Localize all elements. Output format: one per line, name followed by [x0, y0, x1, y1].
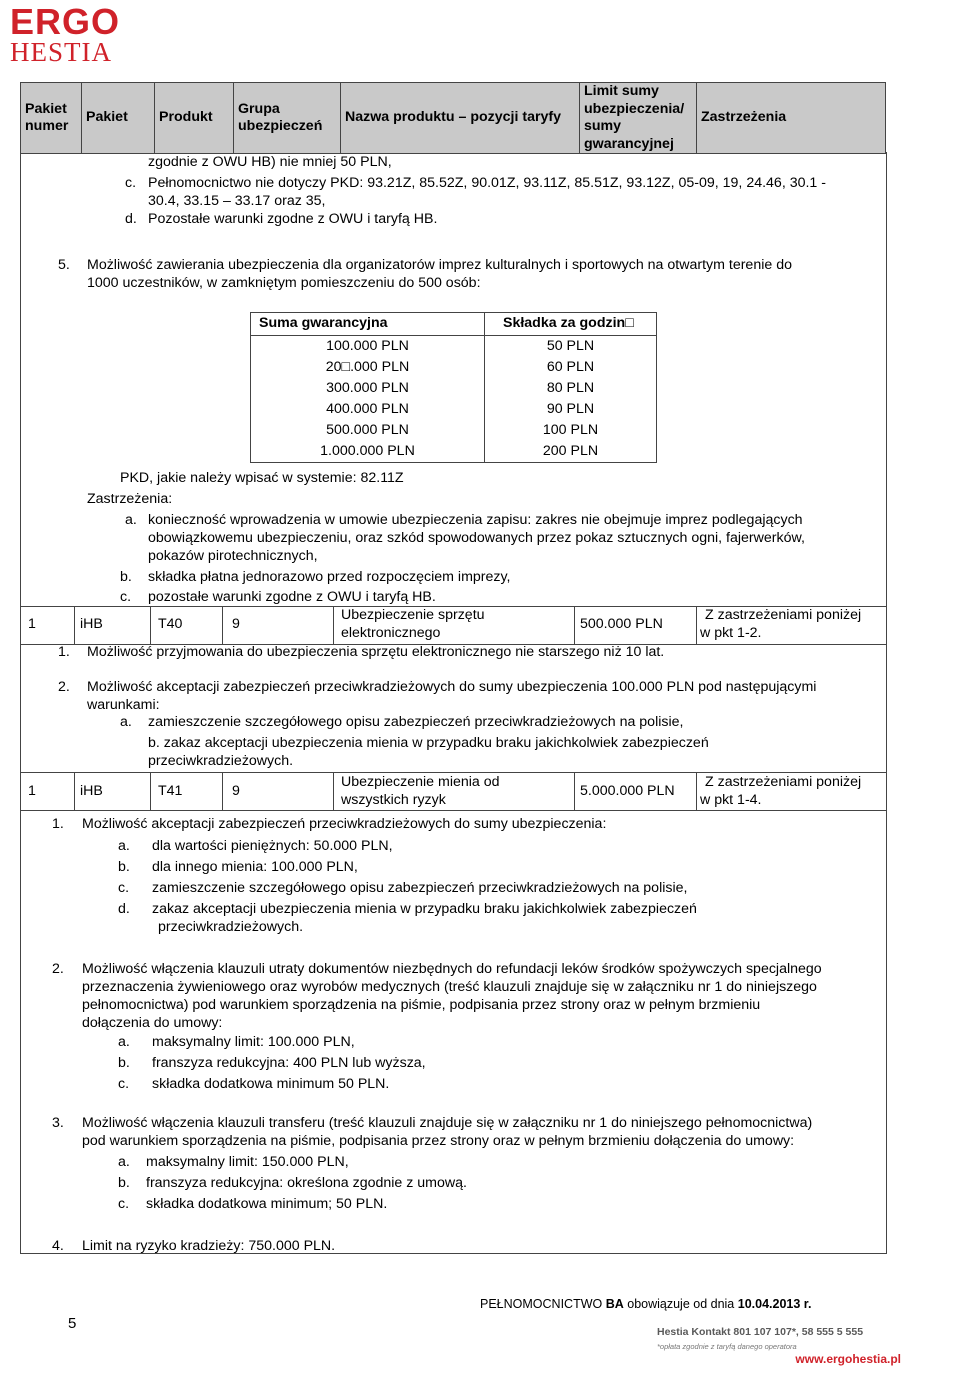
contact-note: *opłata zgodnie z taryfą danego operatora — [657, 1341, 797, 1351]
text-line: Możliwość włączenia klauzuli transferu (treść klauzuli znajduje się w załączniku nr 1 do niniejszego pełnomocnictwa) — [82, 1115, 813, 1131]
header-nazwa: Nazwa produktu – pozycji taryfy — [341, 83, 580, 154]
col-divider — [150, 606, 151, 644]
doc-code: BA — [605, 1297, 624, 1311]
premium-rate: 90 PLN — [485, 399, 657, 420]
list-number: 2. — [52, 961, 64, 977]
col-divider — [696, 606, 697, 644]
row-reservation: Z zastrzeżeniami poniżej — [705, 774, 862, 790]
text-line: składka płatna jednorazowo przed rozpoczęciem imprezy, — [148, 569, 511, 585]
text-line: Możliwość przyjmowania do ubezpieczenia sprzętu elektronicznego nie starszego niż 10 lat. — [87, 644, 665, 660]
col-divider — [696, 772, 697, 810]
premium-header-rate: Składka za godzin□ — [485, 313, 657, 336]
col-divider — [333, 772, 334, 810]
col-divider — [74, 772, 75, 810]
row-reservation: w pkt 1-2. — [700, 625, 762, 641]
premium-header-sum: Suma gwarancyjna — [251, 313, 485, 336]
row-limit: 500.000 PLN — [580, 616, 663, 632]
list-number: 2. — [58, 679, 70, 695]
list-mark: b. — [118, 1055, 130, 1071]
text-line: pokazów pirotechnicznych, — [148, 548, 318, 564]
list-mark: d. — [125, 211, 137, 227]
premium-rate: 60 PLN — [485, 357, 657, 378]
table-header — [20, 82, 886, 152]
text-line: warunkami: — [87, 697, 160, 713]
text-line: Limit na ryzyko kradzieży: 750.000 PLN. — [82, 1238, 336, 1254]
text-line: składka dodatkowa minimum; 50 PLN. — [146, 1196, 388, 1212]
text-line: 1000 uczestników, w zamkniętym pomieszczeniu do 500 osób: — [87, 275, 481, 291]
text-line: pozostałe warunki zgodne z OWU i taryfą HB. — [148, 589, 436, 605]
text-line: zakaz akceptacji ubezpieczenia mienia w przypadku braku jakichkolwiek zabezpieczeń — [152, 901, 697, 917]
contact-phone: Hestia Kontakt 801 107 107*, 58 555 5 555 — [657, 1326, 864, 1338]
premium-rate: 200 PLN — [485, 441, 657, 463]
ergo-hestia-logo — [10, 1, 121, 70]
list-mark: a. — [125, 512, 137, 528]
text-line: dla innego mienia: 100.000 PLN, — [152, 859, 358, 875]
text-line: Pełnomocnictwo nie dotyczy PKD: 93.21Z, 85.52Z, 90.01Z, 93.11Z, 85.51Z, 93.12Z, 05-09, 19, 24.46, 30.1 - — [148, 175, 826, 191]
row-group: 9 — [232, 616, 240, 632]
row-package: iHB — [80, 783, 103, 799]
row-package: iHB — [80, 616, 103, 632]
col-divider — [74, 606, 75, 644]
header-produkt: Produkt — [155, 83, 234, 154]
text-line: franszyza redukcyjna: 400 PLN lub wyższa, — [152, 1055, 426, 1071]
premium-sum: 300.000 PLN — [251, 378, 485, 399]
text-line: konieczność wprowadzenia w umowie ubezpieczenia zapisu: zakres nie obejmuje imprez podlegających — [148, 512, 803, 528]
text-line: 30.4, 33.15 – 33.17 oraz 35, — [148, 193, 326, 209]
text-line: Możliwość zawierania ubezpieczenia dla organizatorów imprez kulturalnych i sportowych na otwartym terenie do — [87, 257, 792, 273]
premium-sum: 500.000 PLN — [251, 420, 485, 441]
text-line: obowiązkowemu ubezpieczeniu, oraz szkód spowodowanych przez pokaz sztucznych ogni, fajerwerków, — [148, 530, 805, 546]
text-line: przeznaczenia żywieniowego oraz wyrobów medycznych (treść klauzuli znajduje się w załączniku nr 1 do niniejszego — [82, 979, 817, 995]
row-name: Ubezpieczenie sprzętu — [341, 607, 485, 623]
text-line: przeciwkradzieżowych. — [158, 919, 304, 935]
header-pakiet: Pakiet — [82, 83, 155, 154]
col-divider — [222, 772, 223, 810]
list-mark: b. — [118, 1175, 130, 1191]
text-line: składka dodatkowa minimum 50 PLN. — [152, 1076, 390, 1092]
list-mark: b. — [118, 859, 130, 875]
text-line: pod warunkiem sporządzenia na piśmie, podpisania przez strony oraz w pełnym brzmieniu dołączenia do umowy: — [82, 1133, 795, 1149]
row-product: T41 — [158, 783, 183, 799]
col-divider — [574, 772, 575, 810]
list-mark: c. — [118, 1196, 130, 1212]
text-line: PKD, jakie należy wpisać w systemie: 82.11Z — [120, 470, 404, 486]
list-mark: c. — [118, 880, 130, 896]
list-mark: a. — [118, 1154, 130, 1170]
header-zastrzezenia: Zastrzeżenia — [697, 83, 886, 154]
premium-rate: 80 PLN — [485, 378, 657, 399]
list-mark: b. — [120, 569, 132, 585]
col-divider — [333, 606, 334, 644]
list-mark: a. — [118, 838, 130, 854]
premium-sum: 1.000.000 PLN — [251, 441, 485, 463]
text-line: franszyza redukcyjna: określona zgodnie z umową. — [146, 1175, 467, 1191]
row-number: 1 — [28, 616, 36, 632]
list-mark: d. — [118, 901, 130, 917]
row-divider — [20, 810, 886, 811]
row-reservation: w pkt 1-4. — [700, 792, 762, 808]
doc-valid-text: obowiązuje od dnia — [623, 1297, 738, 1311]
text-line: zgodnie z OWU HB) nie mniej 50 PLN, — [148, 154, 392, 170]
list-mark: a. — [118, 1034, 130, 1050]
row-name: wszystkich ryzyk — [341, 792, 446, 808]
premium-table — [250, 312, 657, 463]
row-divider — [20, 644, 886, 645]
premium-rate: 100 PLN — [485, 420, 657, 441]
premium-sum: 20□.000 PLN — [251, 357, 485, 378]
col-divider — [150, 772, 151, 810]
contact-block — [657, 1324, 907, 1364]
premium-sum: 400.000 PLN — [251, 399, 485, 420]
list-number: 1. — [52, 816, 64, 832]
col-divider — [574, 606, 575, 644]
text-line: maksymalny limit: 100.000 PLN, — [152, 1034, 355, 1050]
text-line: pełnomocnictwa) pod warunkiem sporządzenia na piśmie, podpisania przez strony oraz w pełnym brzmieniu — [82, 997, 761, 1013]
row-product: T40 — [158, 616, 183, 632]
header-grupa: Grupa ubezpieczeń — [234, 83, 341, 154]
text-line: Pozostałe warunki zgodne z OWU i taryfą HB. — [148, 211, 438, 227]
text-line: dla wartości pieniężnych: 50.000 PLN, — [152, 838, 393, 854]
list-number: 5. — [58, 257, 70, 273]
list-mark: c. — [118, 1076, 130, 1092]
row-name: Ubezpieczenie mienia od — [341, 774, 500, 790]
header-limit: Limit sumy ubezpieczenia/ sumy gwarancyjnej — [580, 83, 697, 154]
document-validity — [480, 1296, 811, 1314]
header-pakiet-numer: Pakiet numer — [21, 83, 82, 154]
row-name: elektronicznego — [341, 625, 441, 641]
premium-sum: 100.000 PLN — [251, 336, 485, 358]
row-group: 9 — [232, 783, 240, 799]
list-number: 3. — [52, 1115, 64, 1131]
doc-date: 10.04.2013 r. — [737, 1297, 812, 1311]
list-number: 4. — [52, 1238, 64, 1254]
text-line: zamieszczenie szczegółowego opisu zabezpieczeń przeciwkradzieżowych na polisie, — [152, 880, 688, 896]
text-line: b. zakaz akceptacji ubezpieczenia mienia w przypadku braku jakichkolwiek zabezpieczeń — [148, 735, 709, 751]
text-line: Możliwość włączenia klauzuli utraty dokumentów niezbędnych do refundacji leków środków spożywczych specjalnego — [82, 961, 822, 977]
list-mark: a. — [120, 714, 132, 730]
row-limit: 5.000.000 PLN — [580, 783, 675, 799]
website-link[interactable]: www.ergohestia.pl — [795, 1351, 901, 1366]
text-line: dołączenia do umowy: — [82, 1015, 223, 1031]
text-line: maksymalny limit: 150.000 PLN, — [146, 1154, 349, 1170]
premium-rate: 50 PLN — [485, 336, 657, 358]
text-line: Możliwość akceptacji zabezpieczeń przeciwkradzieżowych do sumy ubezpieczenia: — [82, 816, 607, 832]
logo-ergo-text: ERGO — [10, 1, 121, 42]
text-line: Zastrzeżenia: — [87, 491, 173, 507]
col-divider — [222, 606, 223, 644]
list-mark: c. — [125, 175, 137, 191]
row-reservation: Z zastrzeżeniami poniżej — [705, 607, 862, 623]
row-number: 1 — [28, 783, 36, 799]
text-line: przeciwkradzieżowych. — [148, 753, 294, 769]
list-number: 1. — [58, 644, 70, 660]
doc-title: PEŁNOMOCNICTWO — [480, 1297, 606, 1311]
text-line: Możliwość akceptacji zabezpieczeń przeciwkradzieżowych do sumy ubezpieczenia 100.000 PLN pod następującymi — [87, 679, 817, 695]
page-number: 5 — [68, 1315, 77, 1332]
logo-hestia-text: HESTIA — [10, 37, 112, 67]
text-line: zamieszczenie szczegółowego opisu zabezpieczeń przeciwkradzieżowych na polisie, — [148, 714, 684, 730]
list-mark: c. — [120, 589, 132, 605]
